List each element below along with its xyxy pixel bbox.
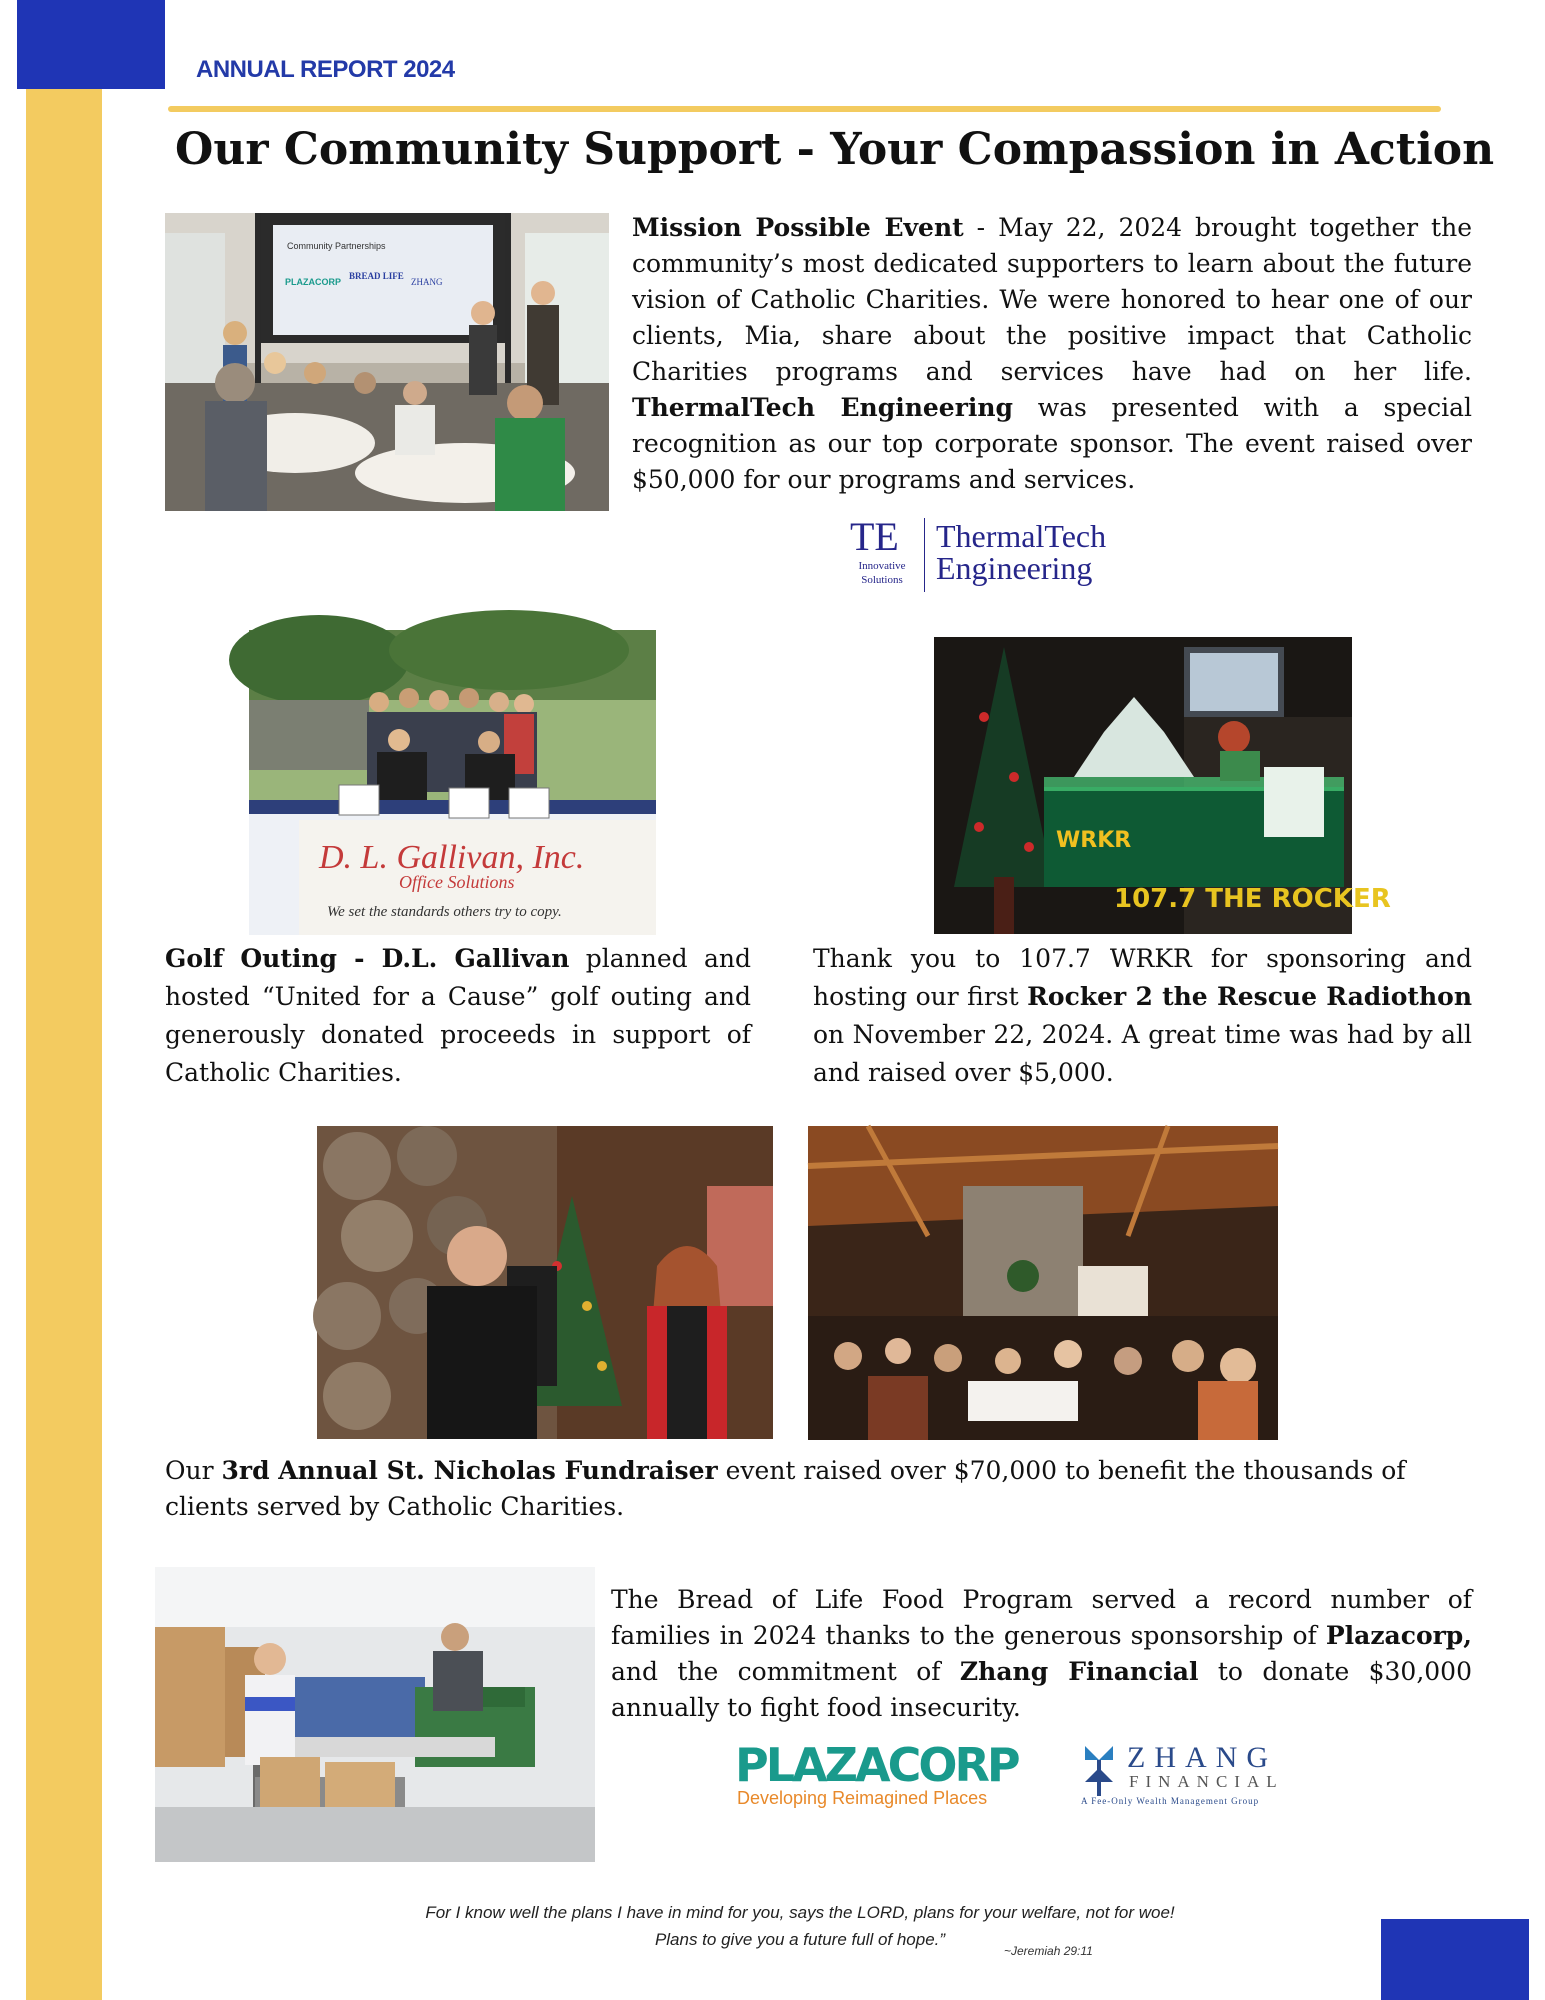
zhang-tagline: A Fee-Only Wealth Management Group — [1081, 1796, 1260, 1806]
mission-event-photo — [165, 213, 609, 511]
st-nicholas-event-name: 3rd Annual St. Nicholas Fundraiser — [221, 1456, 718, 1485]
st-nicholas-text-2: event raised over $70,000 to benefit the thousands of clients served by Catholic Charities. — [165, 1456, 1406, 1521]
radiothon-event-name: Rocker 2 the Rescue Radiothon — [1027, 982, 1473, 1011]
quote-line-2: Plans to give you a future full of hope.” — [654, 1930, 946, 1949]
plazacorp-name: PLAZACORP — [735, 1738, 1018, 1792]
bread-text-2: and the commitment of — [611, 1657, 960, 1686]
plazacorp-tagline: Developing Reimagined Places — [737, 1788, 988, 1808]
thermaltech-mark: TE — [850, 514, 899, 559]
zhang-name-1: ZHANG — [1127, 1741, 1277, 1774]
golf-text: planned and hosted “United for a Cause” golf outing and generously donated proceeds in support of Catholic Charities. — [165, 944, 751, 1087]
bread-sponsor-zhang: Zhang Financial — [959, 1657, 1199, 1686]
slide-logo-bread: BREAD LIFE — [349, 271, 404, 281]
radiothon-table-banner: 107.7 THE ROCKER — [1114, 884, 1391, 914]
st-nicholas-dinner-photo — [808, 1126, 1278, 1440]
golf-title: Golf Outing - D.L. Gallivan — [165, 944, 570, 973]
slide-logo-zhang: ZHANG — [411, 277, 443, 287]
banner-line-2: Office Solutions — [399, 872, 515, 892]
mission-paragraph — [632, 210, 1472, 498]
radiothon-paragraph — [813, 940, 1472, 1092]
thermaltech-name-1: ThermalTech — [936, 518, 1107, 554]
st-nicholas-speakers-photo — [317, 1126, 773, 1439]
report-label: ANNUAL REPORT 2024 — [196, 56, 455, 83]
bread-sponsor-plazacorp: Plazacorp, — [1325, 1621, 1472, 1650]
golf-paragraph — [165, 940, 751, 1092]
footer-blue-block — [1381, 1919, 1529, 2000]
thermaltech-logo — [848, 516, 1148, 594]
zhang-name-2: FINANCIAL — [1129, 1772, 1284, 1791]
mission-sponsor: ThermalTech Engineering — [632, 393, 1014, 422]
page-title: Our Community Support - Your Compassion in Action — [175, 124, 1495, 175]
bread-of-life-paragraph — [611, 1582, 1472, 1726]
radiothon-table-sign: WRKR — [1056, 828, 1132, 853]
golf-outing-photo — [249, 630, 656, 935]
header-blue-block — [17, 0, 165, 89]
quote-line-1: For I know well the plans I have in mind for you, says the LORD, plans for your welfare, not for woe! — [425, 1903, 1175, 1922]
thermaltech-divider — [924, 518, 925, 592]
thermaltech-name-2: Engineering — [936, 550, 1093, 586]
food-program-photo — [155, 1567, 595, 1862]
radiothon-text-2: on November 22, 2024. A great time was had by all and raised over $5,000. — [813, 1020, 1472, 1087]
slide-logo-plazacorp: PLAZACORP — [285, 277, 341, 287]
st-nicholas-paragraph — [165, 1453, 1472, 1525]
radiothon-text-1: Thank you to 107.7 WRKR for sponsoring and hosting our first — [813, 944, 1472, 1011]
mission-title: Mission Possible Event — [632, 213, 964, 242]
plazacorp-logo — [733, 1740, 1023, 1810]
mission-text-1: - May 22, 2024 brought together the community’s most dedicated supporters to learn about the future vision of Catholic Charities. We were honored to hear one of our clients, Mia, share about the positive impact that Catholic Charities programs and services have had on her life. — [632, 213, 1472, 386]
thermaltech-sub-1: Innovative — [858, 560, 906, 572]
bread-text-1: The Bread of Life Food Program served a record number of families in 2024 thanks to the generous sponsorship of — [611, 1585, 1472, 1650]
radiothon-photo — [934, 637, 1391, 934]
scripture-quote — [300, 1899, 1300, 1953]
sidebar-yellow-bar — [26, 89, 102, 2000]
header-rule — [168, 106, 1441, 112]
slide-title: Community Partnerships — [287, 241, 386, 251]
mission-text-2: was presented with a special recognition as our top corporate sponsor. The event raised over $50,000 for our programs and services. — [632, 393, 1472, 494]
zhang-financial-logo — [1077, 1742, 1327, 1812]
banner-line-1: D. L. Gallivan, Inc. — [319, 839, 585, 876]
banner-line-3: We set the standards others try to copy. — [327, 904, 562, 920]
st-nicholas-text-1: Our — [165, 1456, 222, 1485]
zhang-logo-icon — [1077, 1746, 1121, 1796]
scripture-citation: ~Jeremiah 29:11 — [1004, 1944, 1093, 1958]
thermaltech-sub-2: Solutions — [861, 574, 903, 586]
bread-text-3: to donate $30,000 annually to fight food insecurity. — [611, 1657, 1472, 1722]
